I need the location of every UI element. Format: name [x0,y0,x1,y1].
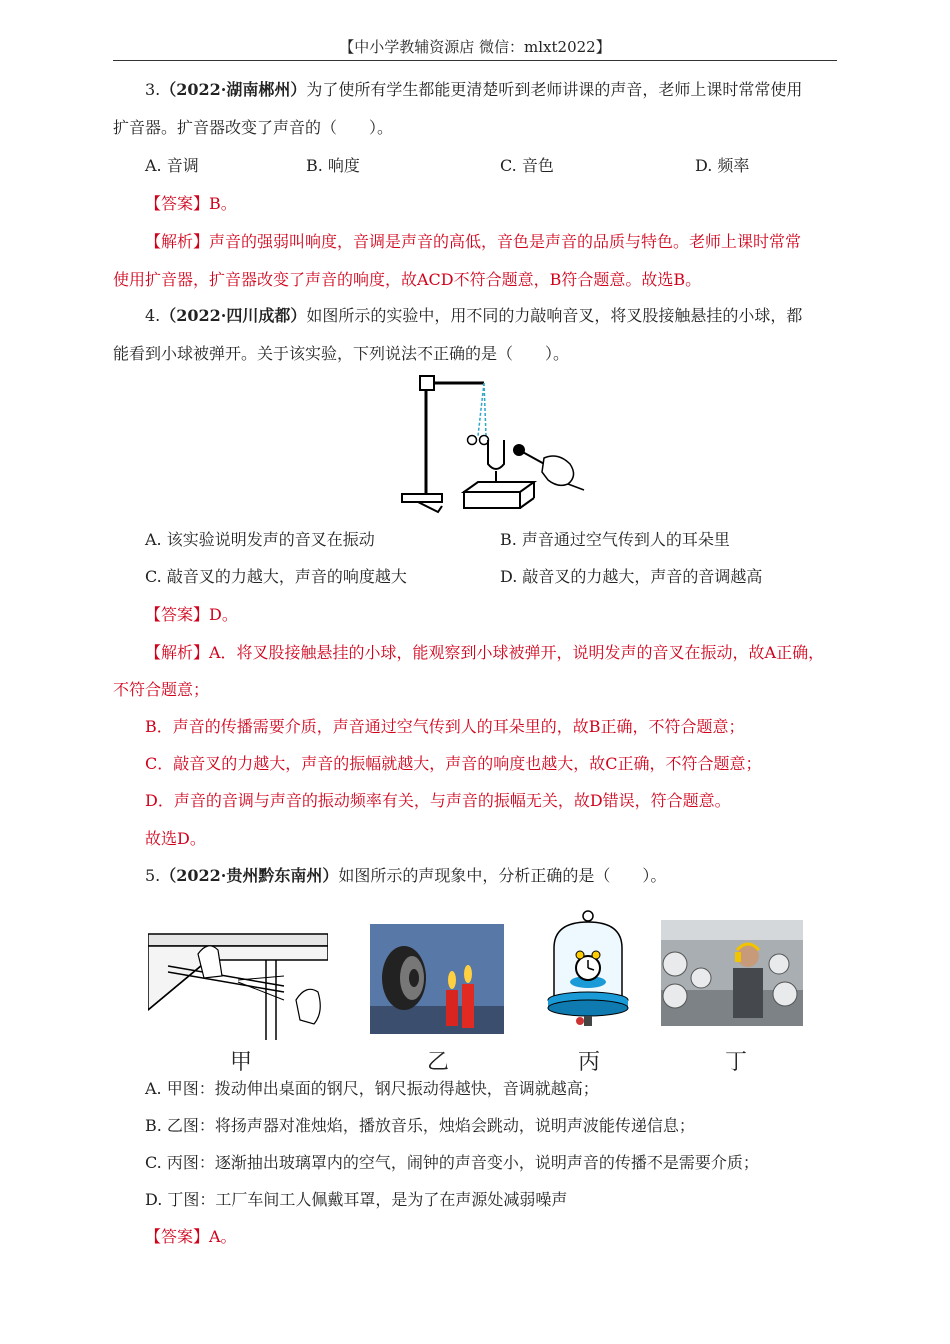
q3-stem-1: 为了使所有学生都能更清楚听到老师讲课的声音，老师上课时常常使用 [306,80,803,99]
caption-yi: 乙 [427,1050,450,1075]
q4-conclusion: 故选D。 [145,829,206,848]
q4-number: 4. [145,306,161,325]
q5-stem-line [145,866,875,886]
q4-option-c: C. 敲音叉的力越大，声音的响度越大 [145,567,407,586]
caption-bing: 丙 [578,1050,601,1075]
q3-stem-line-1 [145,80,875,100]
q4-option-a: A. 该实验说明发声的音叉在振动 [145,530,375,549]
caption-jia: 甲 [230,1050,253,1075]
q3-option-d: D. 频率 [695,156,750,175]
ruler-table-image [148,920,328,1042]
q4-analysis-c: C．敲音叉的力越大，声音的振幅就越大，声音的响度也越大，故C正确，不符合题意； [145,754,762,773]
q5-stem: 如图所示的声现象中，分析正确的是（ ）。 [338,866,667,885]
q4-stem-2: 能看到小球被弹开。关于该实验，下列说法不正确的是（ ）。 [113,344,570,363]
q5-option-d: D. 丁图：工厂车间工人佩戴耳罩，是为了在声源处减弱噪声 [145,1190,568,1209]
tuning-fork-figure [398,372,590,518]
q3-analysis-2: 使用扩音器，扩音器改变了声音的响度，故ACD不符合题意，B符合题意。故选B。 [113,270,702,289]
q3-answer: 【答案】B。 [145,194,237,213]
header-rule [113,60,837,61]
q3-option-b: B. 响度 [306,156,360,175]
q3-analysis-1: 【解析】声音的强弱叫响度，音调是声音的高低，音色是声音的品质与特色。老师上课时常常 [145,232,802,251]
q3-source: （2022·湖南郴州） [160,80,307,99]
q4-option-d: D. 敲音叉的力越大，声音的音调越高 [500,567,763,586]
q4-answer: 【答案】D。 [145,605,238,624]
q4-stem-line-1 [145,306,875,326]
q5-option-a: A. 甲图：拨动伸出桌面的钢尺，钢尺振动得越快，音调就越高； [145,1079,599,1098]
q4-analysis-2: 不符合题意； [113,680,210,699]
bell-jar-image [546,908,630,1036]
q4-analysis-b: B．声音的传播需要介质，声音通过空气传到人的耳朵里的，故B正确，不符合题意； [145,717,745,736]
q5-option-c: C. 丙图：逐渐抽出玻璃罩内的空气，闹钟的声音变小，说明声音的传播不是需要介质； [145,1153,759,1172]
q4-option-b: B. 声音通过空气传到人的耳朵里 [500,530,730,549]
q4-source: （2022·四川成都） [160,306,307,325]
q5-source: （2022·贵州黔东南州） [160,866,339,885]
caption-ding: 丁 [725,1050,748,1075]
page-header: 【中小学教辅资源店 微信：mlxt2022】 [339,38,611,56]
q5-number: 5. [145,866,161,885]
factory-worker-image [661,920,803,1026]
q3-number: 3. [145,80,161,99]
speaker-candle-image [370,924,504,1034]
q5-answer: 【答案】A。 [145,1227,237,1246]
q3-stem-2: 扩音器。扩音器改变了声音的（ ）。 [113,118,394,137]
q5-option-b: B. 乙图：将扬声器对准烛焰，播放音乐，烛焰会跳动，说明声波能传递信息； [145,1116,695,1135]
q4-analysis-1: 【解析】A．将叉股接触悬挂的小球，能观察到小球被弹开，说明发声的音叉在振动，故A正确， [145,643,825,662]
q3-option-c: C. 音色 [500,156,554,175]
q3-option-a: A. 音调 [145,156,199,175]
q4-stem-1: 如图所示的实验中，用不同的力敲响音叉，将叉股接触悬挂的小球，都 [306,306,803,325]
q4-analysis-d: D．声音的音调与声音的振动频率有关，与声音的振幅无关，故D错误，符合题意。 [145,791,731,810]
